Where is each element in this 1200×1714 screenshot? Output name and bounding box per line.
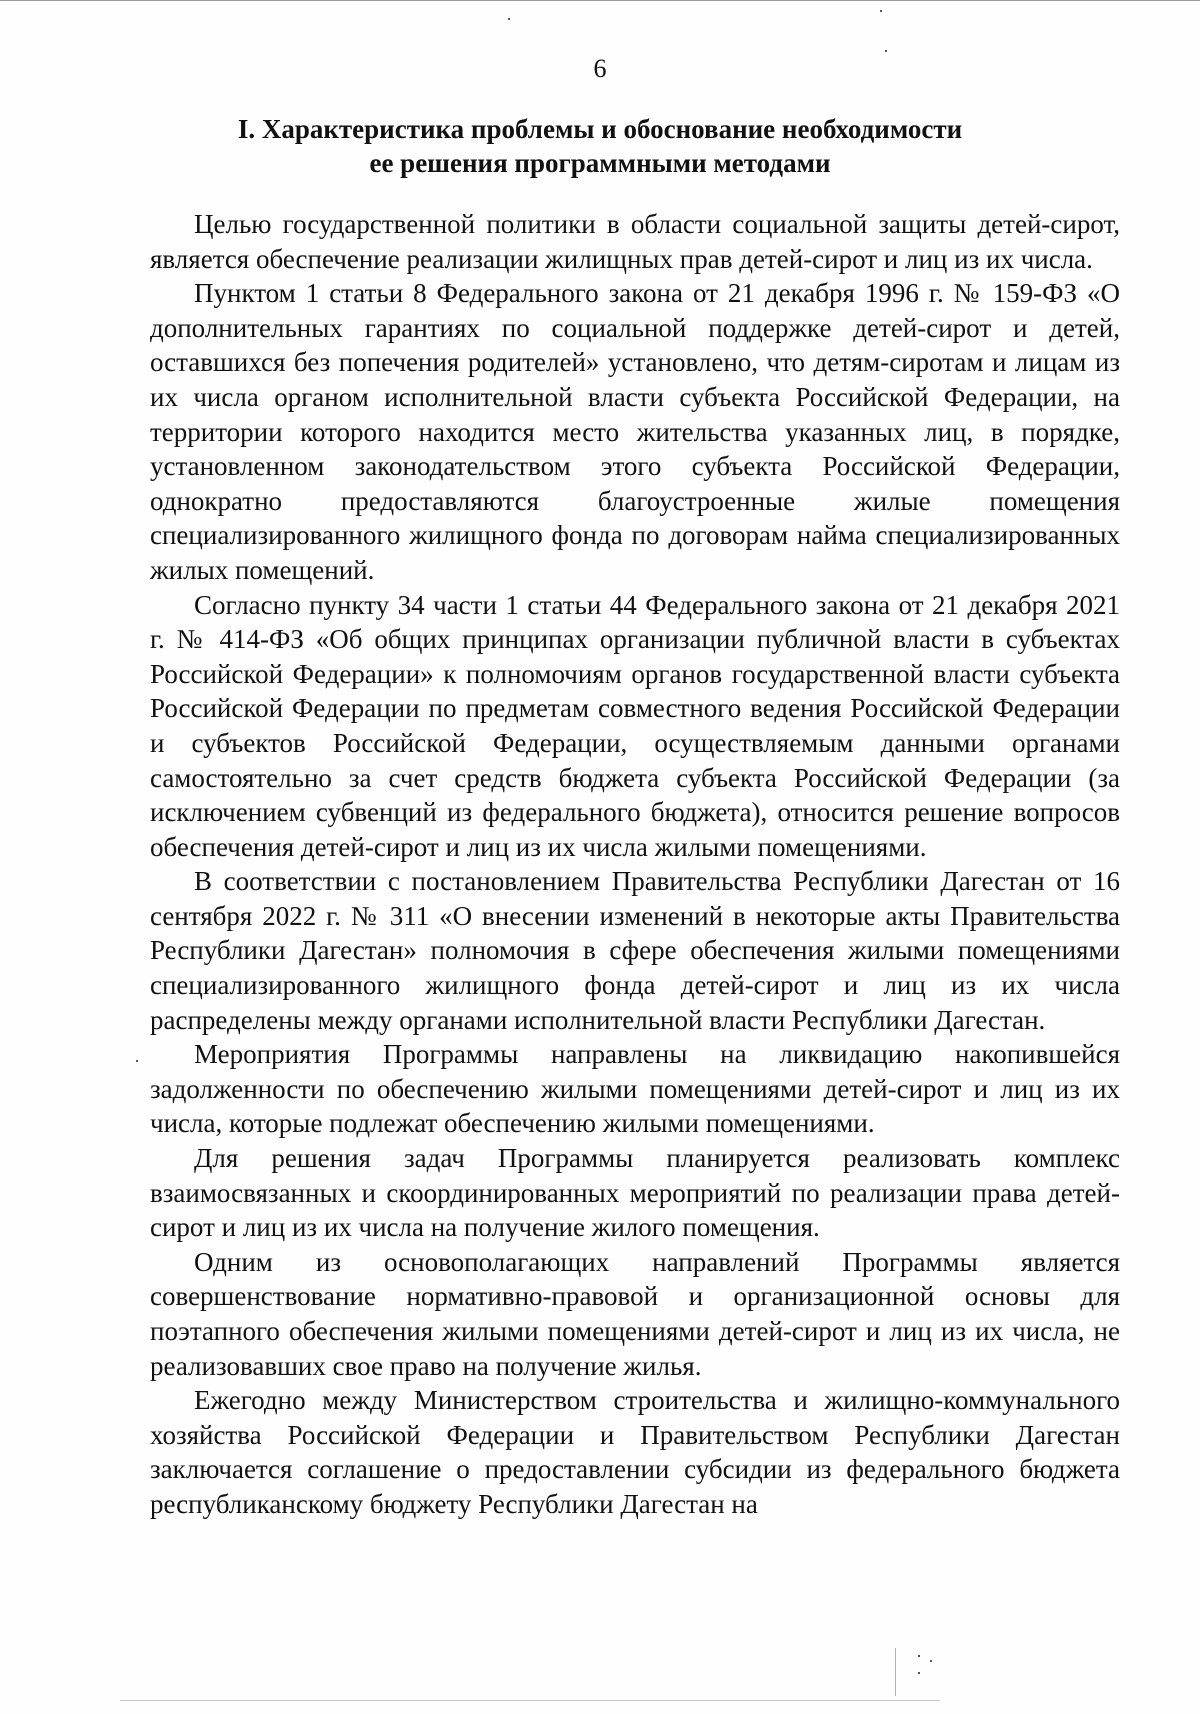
- section-heading: [150, 112, 1050, 180]
- body-text: [150, 207, 1120, 1522]
- paragraph: Мероприятия Программы направлены на ликвидацию накопившейся задолженности по обеспечению жилыми помещениями детей-сирот и лиц из их числа, которые подлежат обеспечению жилыми помещениями.: [150, 1039, 1120, 1139]
- scan-artifact-dot: [918, 1672, 920, 1674]
- paragraph: Целью государственной политики в области социальной защиты детей-сирот, является обеспечение реализации жилищных прав детей-сирот и лиц из их числа.: [150, 209, 1120, 274]
- paragraph: Пунктом 1 статьи 8 Федерального закона от 21 декабря 1996 г. № 159-ФЗ «О дополнительных гарантиях по социальной поддержке детей-сирот и детей, оставшихся без попечения родителей» установлено, что детям-сиротам и лицам из их числа органом исполнительной власти субъекта Российской Федерации, на территории которого находится место жительства указанных лиц, в порядке, установленном законодательством этого субъекта Российской Федерации, однократно предоставляются благоустроенные жилые помещения специализированного жилищного фонда по договорам найма специализированных жилых помещений.: [150, 278, 1120, 585]
- paragraph: В соответствии с постановлением Правительства Республики Дагестан от 16 сентября 2022 г. № 311 «О внесении изменений в некоторые акты Правительства Республики Дагестан» полномочия в сфере обеспечения жилыми помещениями специализированного жилищного фонда детей-сирот и лиц из их числа распределены между органами исполнительной власти Республики Дагестан.: [150, 866, 1120, 1035]
- scan-artifact-dot: [880, 10, 882, 12]
- paragraph: Одним из основополагающих направлений Программы является совершенствование нормативно-правовой и организационной основы для поэтапного обеспечения жилыми помещениями детей-сирот и лиц из их числа, не реализовавших свое право на получение жилья.: [150, 1246, 1120, 1381]
- scan-artifact-dot: [885, 50, 887, 52]
- scan-artifact-bottom: [120, 1700, 940, 1701]
- paragraph: Ежегодно между Министерством строительства и жилищно-коммунального хозяйства Российской Федерации и Правительством Республики Дагестан заключается соглашение о предоставлении субсидии из федерального бюджета республиканскому бюджету Республики Дагестан на: [150, 1385, 1120, 1519]
- section-heading-line-1: I. Характеристика проблемы и обоснование необходимости: [237, 114, 963, 144]
- section-heading-line-2: ее решения программными методами: [369, 148, 831, 178]
- scan-artifact-dot: [136, 1060, 138, 1062]
- page-number: 6: [593, 54, 607, 83]
- scan-artifact-dot: [918, 1655, 920, 1657]
- scan-artifact-dot: [508, 18, 510, 20]
- paragraph: Согласно пункту 34 части 1 статьи 44 Федерального закона от 21 декабря 2021 г. № 414-ФЗ «Об общих принципах организации публичной власти в субъектах Российской Федерации» к полномочиям органов государственной власти субъекта Российской Федерации по предметам совместного ведения Российской Федерации и субъектов Российской Федерации, осуществляемым данными органами самостоятельно за счет средств бюджета субъекта Российской Федерации (за исключением субвенций из федерального бюджета), относится решение вопросов обеспечения детей-сирот и лиц из их числа жилыми помещениями.: [150, 589, 1120, 862]
- scan-artifact-top: [0, 0, 1200, 1]
- scan-artifact-right-vertical: [895, 1648, 896, 1696]
- scan-artifact-dot: [930, 1660, 932, 1662]
- paragraph: Для решения задач Программы планируется реализовать комплекс взаимосвязанных и скоординированных мероприятий по реализации права детей-сирот и лиц из их числа на получение жилого помещения.: [150, 1143, 1120, 1243]
